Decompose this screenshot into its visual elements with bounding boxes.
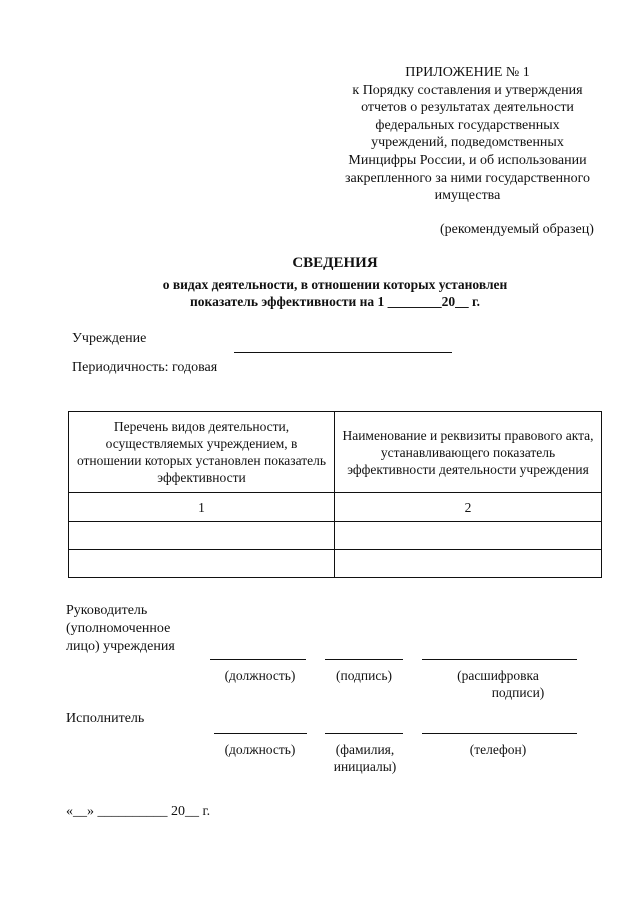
document-title: СВЕДЕНИЯ: [292, 255, 378, 271]
head-signature-field[interactable]: [325, 659, 403, 660]
appendix-line: закрепленного за ними государственного: [344, 170, 591, 186]
table-cell[interactable]: [335, 550, 602, 578]
caption-line: подписи): [491, 685, 545, 700]
activities-table: [68, 411, 602, 578]
head-decoding-field[interactable]: [422, 659, 577, 660]
executor-name-caption: [325, 741, 405, 775]
head-label: [66, 602, 175, 656]
date-line[interactable]: «__» __________ 20__ г.: [66, 804, 211, 819]
appendix-line: Минцифры России, и об использовании: [348, 152, 587, 168]
table-number-row: [69, 493, 602, 522]
column-number-1: 1: [69, 493, 335, 522]
appendix-line: учреждений, подведомственных: [371, 135, 564, 151]
head-label-line: (уполномоченное: [66, 621, 171, 636]
table-cell[interactable]: [69, 550, 335, 578]
header-legal-act: Наименование и реквизиты правового акта, устанавливающего показатель эффективности деятельности учреждения: [335, 412, 602, 493]
head-position-field[interactable]: [210, 659, 306, 660]
head-decoding-caption: [418, 667, 578, 701]
table-header-row: [69, 412, 602, 493]
caption-line: (фамилия,: [335, 742, 395, 757]
executor-position-field[interactable]: [214, 733, 307, 734]
table-row: [69, 550, 602, 578]
institution-field[interactable]: [234, 352, 452, 353]
head-position-caption: (должность): [224, 668, 296, 683]
institution-label: Учреждение: [72, 331, 147, 346]
executor-position-caption: (должность): [224, 742, 296, 757]
header-activities: Перечень видов деятельности, осуществляемых учреждением, в отношении которых установлен показатель эффективности: [69, 412, 335, 493]
column-number-2: 2: [335, 493, 602, 522]
appendix-line: к Порядку составления и утверждения: [352, 82, 583, 98]
executor-label: Исполнитель: [66, 711, 145, 726]
appendix-line: федеральных государственных: [375, 117, 560, 133]
caption-line: инициалы): [333, 759, 397, 774]
head-label-line: лицо) учреждения: [66, 639, 175, 654]
sample-note: (рекомендуемый образец): [440, 222, 594, 237]
caption-line: (расшифровка: [457, 668, 539, 683]
document-subtitle: [60, 276, 610, 310]
table-row: [69, 522, 602, 550]
executor-phone-caption: (телефон): [469, 742, 527, 757]
appendix-line: имущества: [434, 188, 501, 204]
table-cell[interactable]: [335, 522, 602, 550]
appendix-title: ПРИЛОЖЕНИЕ № 1: [405, 65, 530, 80]
periodicity-label: Периодичность: годовая: [72, 360, 218, 375]
subtitle-line-1: о видах деятельности, в отношении которых установлен: [162, 277, 508, 292]
table-cell[interactable]: [69, 522, 335, 550]
head-signature-caption: (подпись): [335, 668, 393, 683]
head-label-line: Руководитель: [66, 603, 148, 618]
subtitle-line-2: показатель эффективности на 1 ________20__ г.: [190, 294, 480, 309]
executor-phone-field[interactable]: [422, 733, 577, 734]
appendix-line: отчетов о результатах деятельности: [361, 100, 574, 116]
appendix-header: [330, 64, 605, 205]
executor-name-field[interactable]: [325, 733, 403, 734]
